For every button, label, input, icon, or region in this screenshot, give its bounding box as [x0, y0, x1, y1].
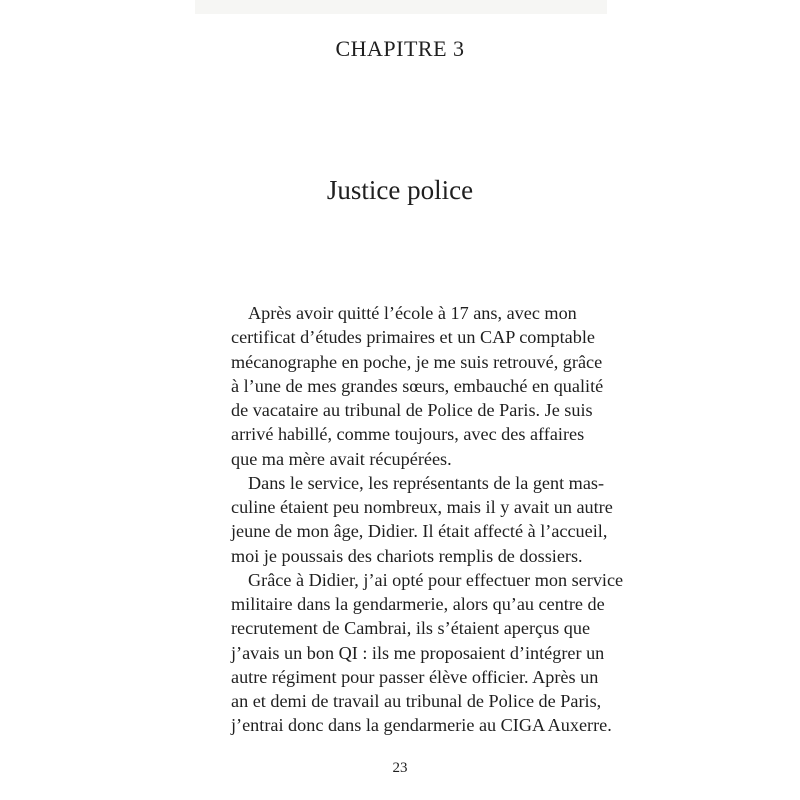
text-line: j’entrai donc dans la gendarmerie au CIGA Auxerre.: [231, 715, 612, 736]
text-line: autre régiment pour passer élève officier. Après un: [231, 666, 599, 687]
top-page-edge: [195, 0, 607, 14]
text-line: que ma mère avait récupérées.: [231, 448, 452, 469]
text-line: j’avais un bon QI : ils me proposaient d’intégrer un: [231, 642, 605, 663]
page-number: 23: [392, 760, 408, 776]
text-line: de vacataire au tribunal de Police de Paris. Je suis: [231, 400, 593, 420]
text-line: à l’une de mes grandes sœurs, embauché en qualité: [231, 375, 604, 396]
text-line: recrutement de Cambrai, ils s’étaient aperçus que: [231, 618, 591, 639]
chapter-label: CHAPITRE 3: [335, 36, 465, 61]
text-line: moi je poussais des chariots remplis de dossiers.: [231, 545, 583, 566]
body-text: [231, 301, 624, 738]
text-line: jeune de mon âge, Didier. Il était affecté à l’accueil,: [231, 521, 608, 542]
text-line: certificat d’études primaires et un CAP comptable: [231, 327, 595, 348]
text-line: culine étaient peu nombreux, mais il y avait un autre: [231, 497, 613, 517]
text-line: Après avoir quitté l’école à 17 ans, avec mon: [248, 303, 577, 323]
chapter-title: Justice police: [326, 175, 474, 205]
text-line: arrivé habillé, comme toujours, avec des affaires: [231, 424, 585, 445]
text-line: mécanographe en poche, je me suis retrouvé, grâce: [231, 351, 603, 372]
text-line: Dans le service, les représentants de la gent mas-: [248, 472, 605, 493]
text-line: an et demi de travail au tribunal de Police de Paris,: [231, 691, 602, 711]
text-line: militaire dans la gendarmerie, alors qu’au centre de: [231, 594, 605, 614]
text-line: Grâce à Didier, j’ai opté pour effectuer mon service: [248, 569, 624, 590]
